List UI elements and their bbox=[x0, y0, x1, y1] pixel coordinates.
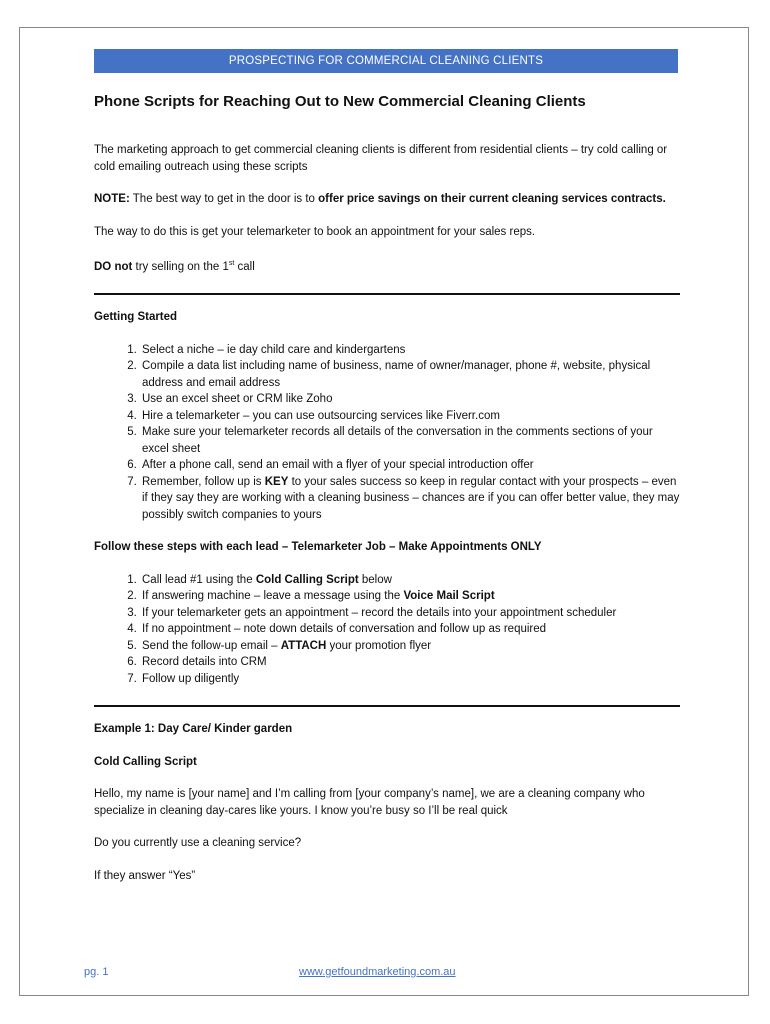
note-paragraph bbox=[94, 191, 680, 208]
note-bold: offer price savings on their current cleaning services contracts. bbox=[318, 193, 666, 205]
page-title: Phone Scripts for Reaching Out to New Commercial Cleaning Clients bbox=[94, 93, 586, 110]
list-item bbox=[140, 638, 680, 655]
list-item-text: If answering machine – leave a message using the bbox=[142, 590, 404, 603]
list-item: 5. Make sure your telemarketer records all details of the conversation in the comments sections of your excel sheet bbox=[140, 424, 680, 457]
list-item: 4. If no appointment – note down details of conversation and follow up as required bbox=[140, 621, 680, 638]
list-item: 3. If your telemarketer gets an appointment – record the details into your appointment scheduler bbox=[140, 605, 680, 622]
list-item: 6. After a phone call, send an email with a flyer of your special introduction offer bbox=[140, 457, 680, 474]
list-item: 7. Follow up diligently bbox=[140, 671, 680, 688]
document-body bbox=[94, 92, 680, 900]
steps-list bbox=[94, 572, 680, 688]
list-item-text: Call lead #1 using the bbox=[142, 573, 256, 586]
list-item-text: below bbox=[358, 573, 392, 586]
list-item-text: your promotion flyer bbox=[326, 639, 432, 652]
list-item-bold: Cold Calling Script bbox=[255, 573, 359, 586]
list-item bbox=[140, 572, 680, 589]
list-item: 6. Record details into CRM bbox=[140, 654, 680, 671]
section-divider bbox=[94, 705, 680, 707]
list-item bbox=[140, 588, 680, 605]
list-item-bold: ATTACH bbox=[280, 639, 327, 652]
intro-paragraph: The marketing approach to get commercial cleaning clients is different from residential clients – try cold calling or cold emailing outreach using these scripts bbox=[94, 144, 668, 173]
getting-started-heading: Getting Started bbox=[94, 311, 178, 324]
list-item: 2. Compile a data list including name of business, name of owner/manager, phone #, website, physical address and email address bbox=[140, 358, 680, 391]
header-banner: PROSPECTING FOR COMMERCIAL CLEANING CLIENTS bbox=[94, 49, 678, 73]
section-divider bbox=[94, 293, 680, 295]
list-item bbox=[140, 474, 680, 524]
donot-tail: call bbox=[234, 260, 255, 273]
page-number: pg. 1 bbox=[84, 966, 109, 978]
steps-heading: Follow these steps with each lead – Telemarketer Job – Make Appointments ONLY bbox=[94, 541, 542, 554]
document-page bbox=[19, 27, 749, 996]
script-question: Do you currently use a cleaning service? bbox=[94, 837, 302, 850]
footer-link[interactable]: www.getfoundmarketing.com.au bbox=[299, 966, 456, 978]
list-item-bold: KEY bbox=[264, 475, 289, 488]
list-item: 4. Hire a telemarketer – you can use outsourcing services like Fiverr.com bbox=[140, 408, 680, 425]
note-label: NOTE: bbox=[94, 193, 130, 205]
script-heading: Cold Calling Script bbox=[94, 755, 197, 768]
getting-started-list bbox=[94, 342, 680, 524]
donot-sup: st bbox=[228, 260, 235, 267]
list-item-bold: Voice Mail Script bbox=[403, 590, 495, 603]
list-item-text: Remember, follow up is bbox=[142, 475, 265, 488]
way-paragraph: The way to do this is get your telemarketer to book an appointment for your sales reps. bbox=[94, 225, 536, 238]
donot-bold: DO not bbox=[94, 260, 133, 273]
script-answer: If they answer “Yes” bbox=[94, 869, 196, 882]
list-item: 3. Use an excel sheet or CRM like Zoho bbox=[140, 391, 680, 408]
list-item-text: to your sales success so keep in regular contact with your prospects – even if they say they are working with a cleaning business – chances are if you can offer better value, they may possibly switch companies to yours bbox=[142, 475, 680, 521]
example-heading: Example 1: Day Care/ Kinder garden bbox=[94, 723, 293, 736]
note-text: The best way to get in the door is to bbox=[129, 193, 319, 205]
donot-paragraph bbox=[94, 256, 680, 275]
list-item: 1. Select a niche – ie day child care and kindergartens bbox=[140, 342, 680, 359]
list-item-text: Send the follow-up email – bbox=[142, 639, 281, 652]
script-text: Hello, my name is [your name] and I’m calling from [your company’s name], we are a cleaning company who specialize in cleaning day-cares like yours. I know you’re busy so I’ll be real quick bbox=[94, 788, 645, 817]
donot-text: try selling on the 1 bbox=[132, 260, 229, 273]
